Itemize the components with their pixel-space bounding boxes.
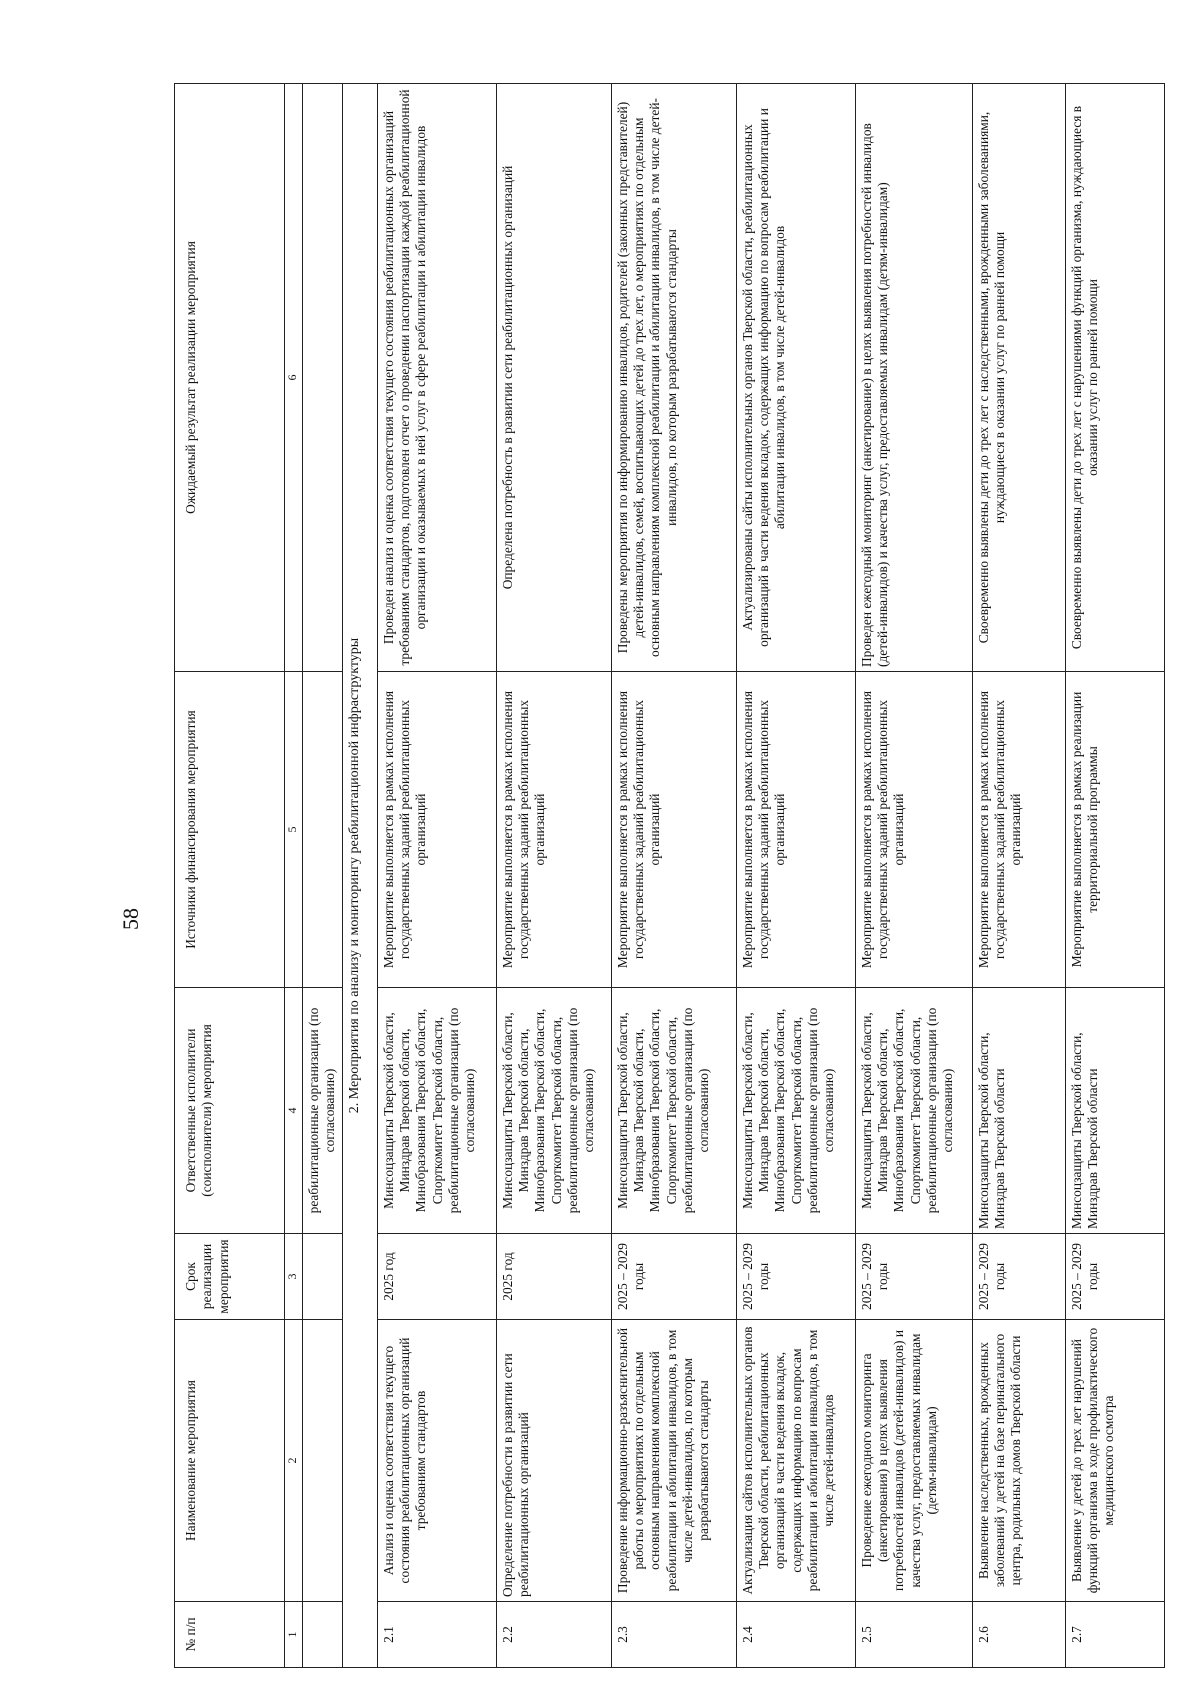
col-number: 4 (285, 988, 303, 1234)
column-number-row (285, 84, 303, 1668)
row-number: 2.2 (496, 1602, 611, 1668)
row-responsible: Минсоцзащиты Тверской области, Минздрав Тверской области, Минобразования Тверской области, Спорткомитет Тверской области, реабилитационные организации (по согласованию) (611, 988, 736, 1234)
header-term: Срок реализации мероприятия (175, 1234, 285, 1320)
table-row (972, 84, 1065, 1668)
table-row (611, 84, 736, 1668)
col-number: 3 (285, 1234, 303, 1320)
row-number: 2.3 (611, 1602, 736, 1668)
row-financing: Мероприятие выполняется в рамках исполнения государственных заданий реабилитационных организаций (972, 672, 1065, 988)
row-responsible: Минсоцзащиты Тверской области, Минздрав Тверской области (972, 988, 1065, 1234)
row-name: Анализ и оценка соответствия текущего состояния реабилитационных организаций требованиям стандартов (377, 1320, 496, 1602)
table-row (377, 84, 496, 1668)
section-title: 2. Мероприятия по анализу и мониторингу реабилитационной инфраструктуры (342, 84, 377, 1668)
header-financing: Источники финансирования мероприятия (175, 672, 285, 988)
header-result: Ожидаемый результат реализации мероприятия (175, 84, 285, 672)
row-name: Проведение информационно-разъяснительной работы о мероприятиях по отдельным основным направлениям комплексной реабилитации и абилитации инвалидов, в том числе детей-инвалидов, по которым разрабатываются стандарты (611, 1320, 736, 1602)
row-number: 2.1 (377, 1602, 496, 1668)
continued-responsible: реабилитационные организации (по согласованию) (303, 988, 343, 1234)
row-term: 2025 год (377, 1234, 496, 1320)
row-financing: Мероприятие выполняется в рамках исполнения государственных заданий реабилитационных организаций (736, 672, 855, 988)
row-number: 2.5 (855, 1602, 972, 1668)
row-term: 2025 год (496, 1234, 611, 1320)
col-number: 2 (285, 1320, 303, 1602)
table-row (855, 84, 972, 1668)
row-result: Актуализированы сайты исполнительных органов Тверской области, реабилитационных организаций в части ведения вкладок, содержащих информацию по вопросам реабилитации и абилитации инвалидов, в том числе детей-инвалидов (736, 84, 855, 672)
row-result: Определена потребность в развитии сети реабилитационных организаций (496, 84, 611, 672)
row-term: 2025 – 2029 годы (972, 1234, 1065, 1320)
row-result: Проведен анализ и оценка соответствия текущего состояния реабилитационных организаций требованиям стандартов, подготовлен отчет о проведении паспортизации каждой реабилитационной организации и оказываемых в ней услуг в сфере реабилитации и абилитации инвалидов (377, 84, 496, 672)
row-financing: Мероприятие выполняется в рамках реализации территориальной программы (1065, 672, 1164, 988)
measures-table (174, 83, 1165, 1668)
row-financing: Мероприятие выполняется в рамках исполнения государственных заданий реабилитационных организаций (496, 672, 611, 988)
header-name: Наименование мероприятия (175, 1320, 285, 1602)
row-number: 2.4 (736, 1602, 855, 1668)
page-number: 58 (118, 908, 143, 930)
table-row (736, 84, 855, 1668)
row-financing: Мероприятие выполняется в рамках исполнения государственных заданий реабилитационных организаций (377, 672, 496, 988)
row-number: 2.7 (1065, 1602, 1164, 1668)
row-number: 2.6 (972, 1602, 1065, 1668)
row-term: 2025 – 2029 годы (611, 1234, 736, 1320)
col-number: 5 (285, 672, 303, 988)
row-result: Проведен ежегодный мониторинг (анкетирование) в целях выявления потребностей инвалидов (детей-инвалидов) и качества услуг, предоставляемых инвалидам (детям-инвалидам) (855, 84, 972, 672)
row-responsible: Минсоцзащиты Тверской области, Минздрав Тверской области, Минобразования Тверской области, Спорткомитет Тверской области, реабилитационные организации (по согласованию) (736, 988, 855, 1234)
row-name: Актуализация сайтов исполнительных органов Тверской области, реабилитационных организаций в части ведения вкладок, содержащих информацию по вопросам реабилитации и абилитации инвалидов, в том числе детей-инвалидов (736, 1320, 855, 1602)
row-result: Своевременно выявлены дети до трех лет с нарушениями функций организма, нуждающиеся в оказании услуг по ранней помощи (1065, 84, 1164, 672)
row-responsible: Минсоцзащиты Тверской области, Минздрав Тверской области, Минобразования Тверской области, Спорткомитет Тверской области, реабилитационные организации (по согласованию) (496, 988, 611, 1234)
header-num: № п/п (175, 1602, 285, 1668)
col-number: 6 (285, 84, 303, 672)
row-financing: Мероприятие выполняется в рамках исполнения государственных заданий реабилитационных организаций (855, 672, 972, 988)
row-name: Определение потребности в развитии сети реабилитационных организаций (496, 1320, 611, 1602)
row-financing: Мероприятие выполняется в рамках исполнения государственных заданий реабилитационных организаций (611, 672, 736, 988)
row-term: 2025 – 2029 годы (1065, 1234, 1164, 1320)
header-row (175, 84, 285, 1668)
header-responsible: Ответственные исполнители (соисполнители) мероприятия (175, 988, 285, 1234)
row-result: Своевременно выявлены дети до трех лет с наследственными, врожденными заболеваниями, нуждающиеся в оказании услуг по ранней помощи (972, 84, 1065, 672)
row-responsible: Минсоцзащиты Тверской области, Минздрав Тверской области, Минобразования Тверской области, Спорткомитет Тверской области, реабилитационные организации (по согласованию) (855, 988, 972, 1234)
col-number: 1 (285, 1602, 303, 1668)
section-row (342, 84, 377, 1668)
continued-row (303, 84, 343, 1668)
row-term: 2025 – 2029 годы (736, 1234, 855, 1320)
table-row (496, 84, 611, 1668)
rotated-table-wrapper (174, 84, 1117, 1668)
table-row (1065, 84, 1164, 1668)
row-responsible: Минсоцзащиты Тверской области, Минздрав Тверской области (1065, 988, 1164, 1234)
row-name: Проведение ежегодного мониторинга (анкетирования) в целях выявления потребностей инвалидов (детей-инвалидов) и качества услуг, предоставляемых инвалидам (детям-инвалидам) (855, 1320, 972, 1602)
row-responsible: Минсоцзащиты Тверской области, Минздрав Тверской области, Минобразования Тверской области, Спорткомитет Тверской области, реабилитационные организации (по согласованию) (377, 988, 496, 1234)
row-term: 2025 – 2029 годы (855, 1234, 972, 1320)
row-result: Проведены мероприятия по информированию инвалидов, родителей (законных представителей) детей-инвалидов, семей, воспитывающих детей до трех лет, о мероприятиях по отдельным основным направлениям комплексной реабилитации и абилитации инвалидов, в том числе детей-инвалидов, по которым разрабатываются стандарты (611, 84, 736, 672)
row-name: Выявление у детей до трех лет нарушений функций организма в ходе профилактического медицинского осмотра (1065, 1320, 1164, 1602)
row-name: Выявление наследственных, врожденных заболеваний у детей на базе перинатального центра, родильных домов Тверской области (972, 1320, 1065, 1602)
